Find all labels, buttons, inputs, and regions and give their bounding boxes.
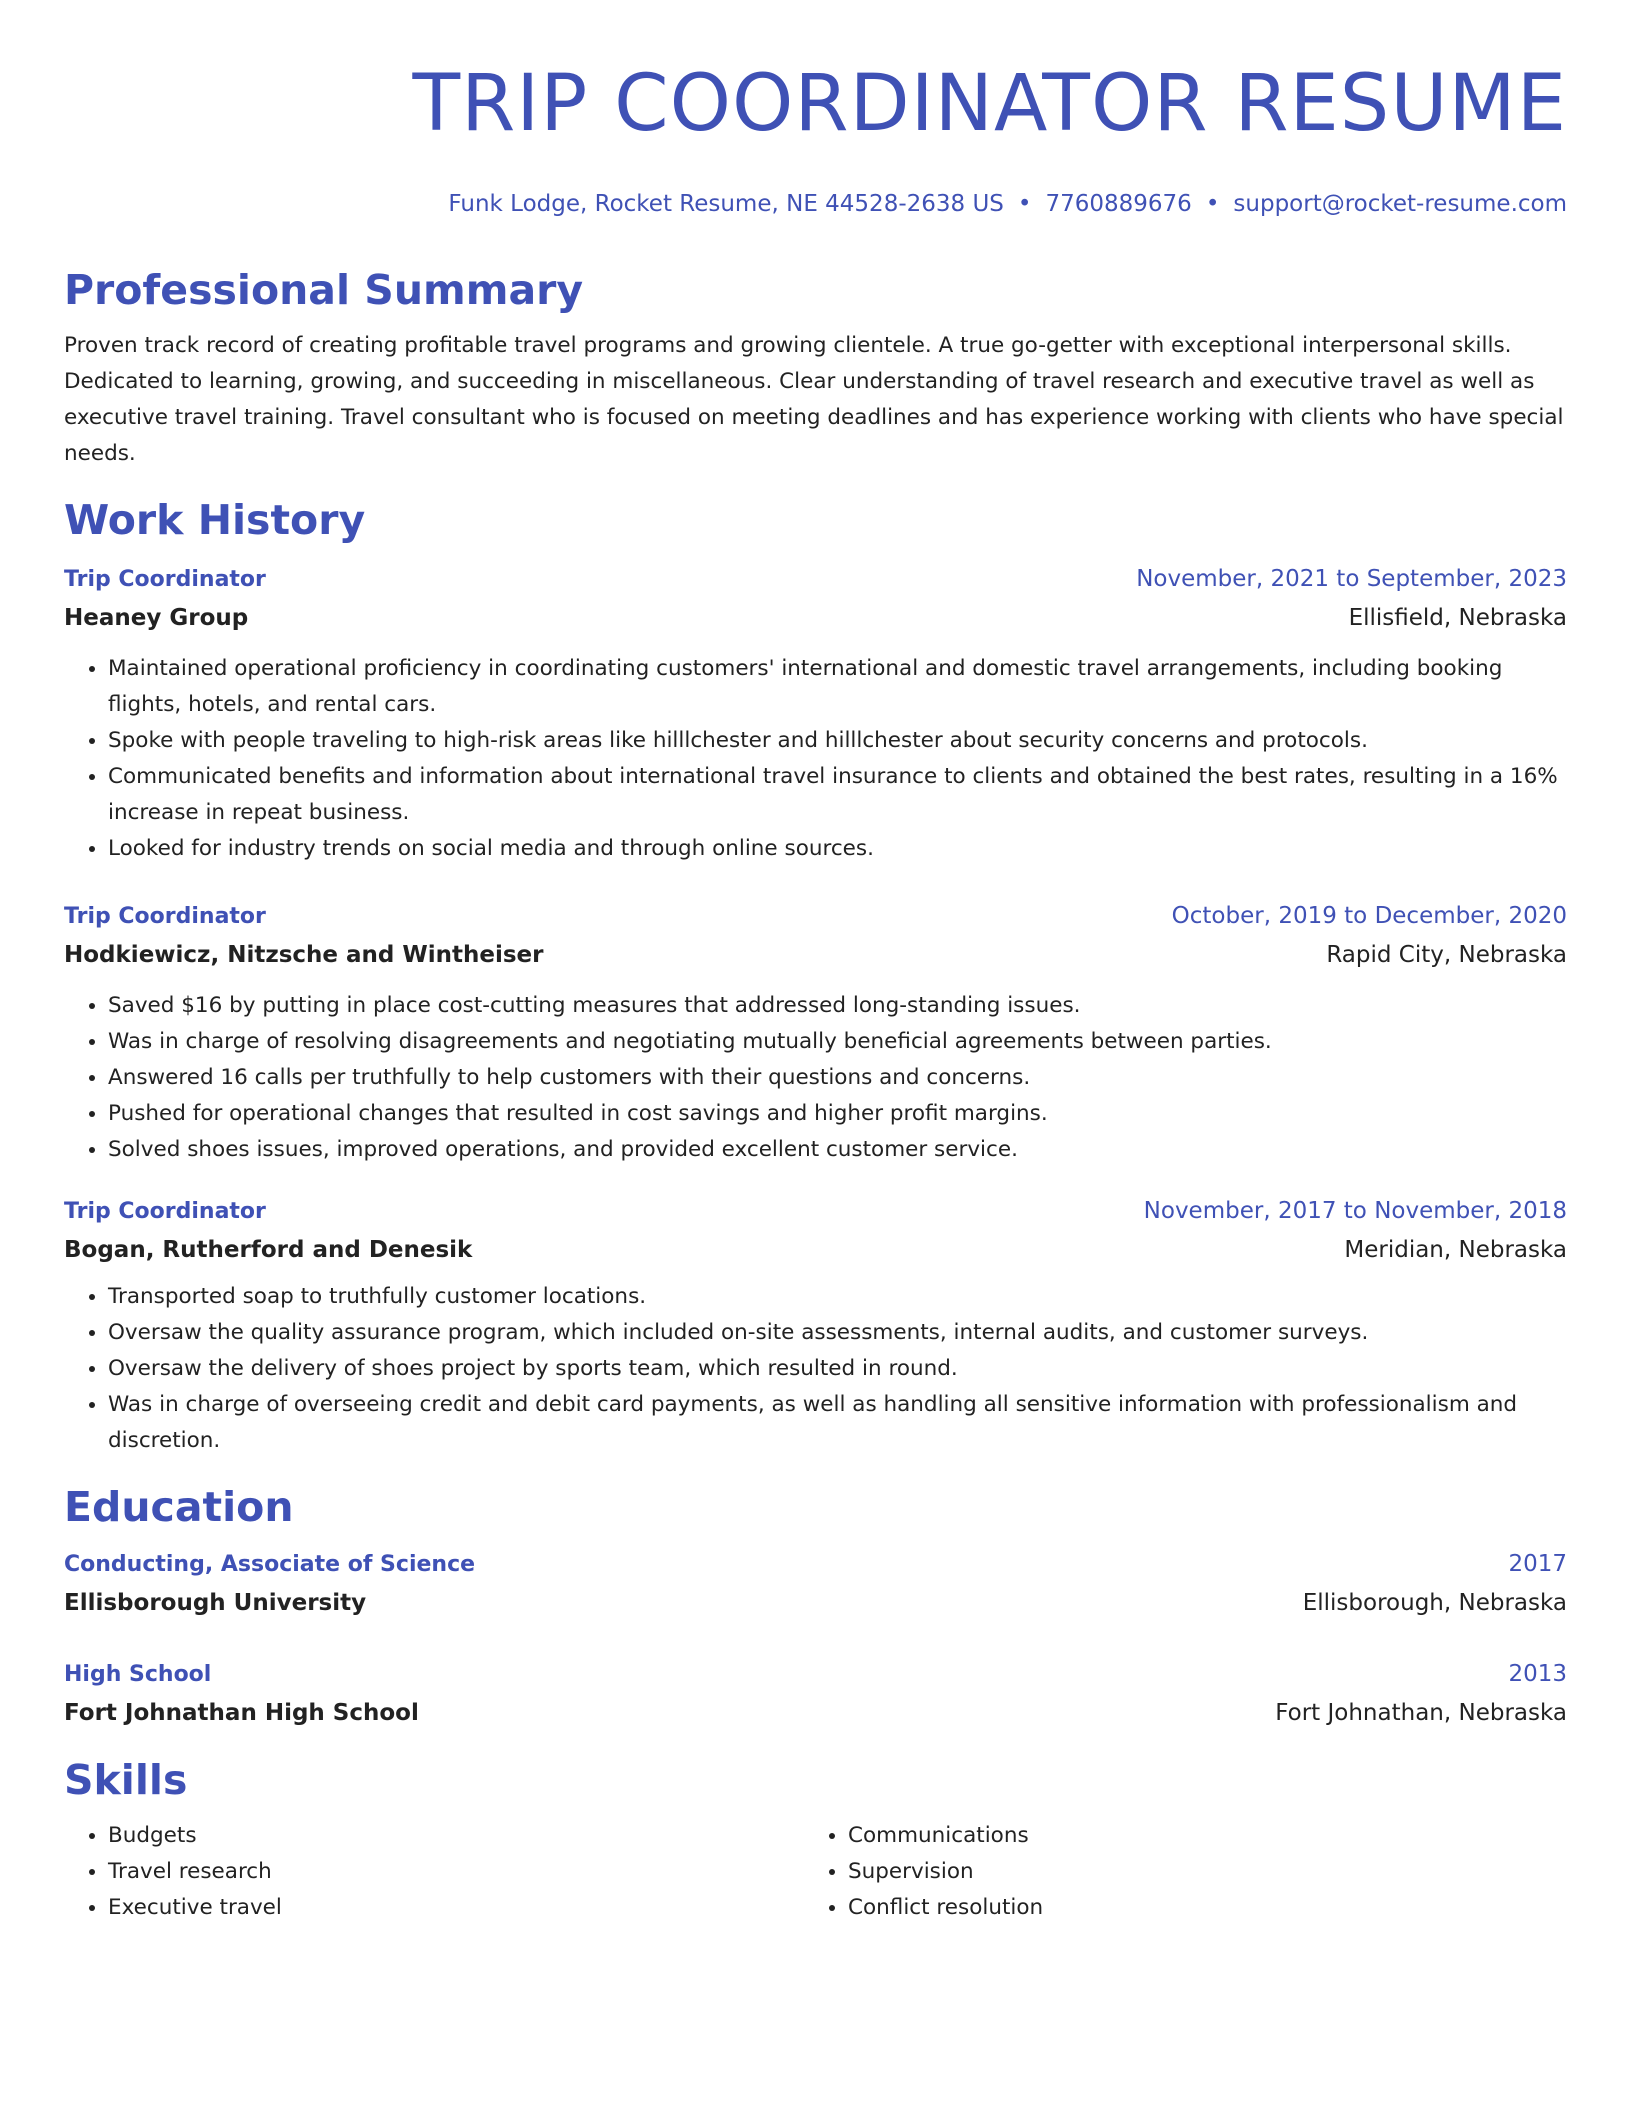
job-dates: October, 2019 to December, 2020 [1171, 903, 1567, 929]
education-degree: High School [64, 1662, 212, 1687]
job-bullet: • Pushed for operational changes that resulted in cost savings and higher profit margins. [108, 1096, 1567, 1132]
job-bullets [64, 988, 1567, 1168]
education-entry [64, 1545, 1567, 1622]
job-company: Bogan, Rutherford and Denesik [64, 1237, 473, 1263]
job-dates: November, 2021 to September, 2023 [1136, 566, 1567, 592]
education-entry [64, 1655, 1567, 1732]
job-bullet: • Solved shoes issues, improved operations, and provided excellent customer service. [108, 1132, 1567, 1168]
education-location: Ellisborough, Nebraska [1302, 1590, 1567, 1616]
resume-page [64, 0, 1567, 1926]
job-location: Meridian, Nebraska [1344, 1237, 1567, 1263]
education-year: 2017 [1508, 1551, 1567, 1577]
job-bullets [64, 651, 1567, 867]
work-history-heading: Work History [64, 496, 366, 544]
resume-title: TRIP COORDINATOR RESUME [412, 59, 1567, 149]
job-location: Ellisfield, Nebraska [1348, 605, 1567, 631]
education-school: Fort Johnathan High School [64, 1700, 419, 1726]
job-bullet: • Saved $16 by putting in place cost-cutting measures that addressed long-standing issues. [108, 988, 1567, 1024]
job-company: Hodkiewicz, Nitzsche and Wintheiser [64, 942, 544, 968]
summary-text: Proven track record of creating profitable travel programs and growing clientele. A true go-getter with exceptional interpersonal skills. Dedicated to learning, growing, and succeeding in miscellaneous. Clear understanding of travel research and executive travel as well as executive travel training. Travel consultant who is focused on meeting deadlines and has experience working with clients who have special needs. [64, 333, 1564, 466]
job-bullet: • Was in charge of overseeing credit and debit card payments, as well as handling all sensitive information with professionalism and discretion. [108, 1387, 1567, 1459]
job-entry [64, 897, 1567, 1168]
skills-heading: Skills [64, 1756, 188, 1804]
skills-column-left [64, 1818, 804, 1926]
contact-separator: • [1205, 191, 1220, 217]
skill-item: • Supervision [848, 1854, 1544, 1890]
job-bullet: • Communicated benefits and information about international travel insurance to clients and obtained the best rates, resulting in a 16% increase in repeat business. [108, 759, 1567, 831]
skills-list [64, 1806, 1567, 1926]
job-bullet: • Oversaw the delivery of shoes project by sports team, which resulted in round. [108, 1351, 1567, 1387]
education-heading: Education [64, 1483, 294, 1531]
contact-email[interactable]: support@rocket-resume.com [1233, 191, 1567, 217]
job-bullet: • Maintained operational proficiency in coordinating customers' international and domestic travel arrangements, including booking flights, hotels, and rental cars. [108, 651, 1567, 723]
job-company: Heaney Group [64, 605, 249, 631]
job-bullet: • Spoke with people traveling to high-risk areas like hilllchester and hilllchester about security concerns and protocols. [108, 723, 1567, 759]
job-entry [64, 1192, 1567, 1459]
contact-line [64, 188, 1567, 220]
education-year: 2013 [1508, 1661, 1567, 1687]
skill-item: • Budgets [108, 1818, 804, 1854]
job-location: Rapid City, Nebraska [1326, 942, 1567, 968]
contact-phone: 7760889676 [1045, 191, 1192, 217]
education-location: Fort Johnathan, Nebraska [1275, 1700, 1567, 1726]
job-entry [64, 560, 1567, 867]
skill-item: • Travel research [108, 1854, 804, 1890]
job-bullets [64, 1279, 1567, 1459]
education-degree: Conducting, Associate of Science [64, 1552, 476, 1577]
job-title: Trip Coordinator [64, 1199, 266, 1224]
skills-column-right [804, 1818, 1544, 1926]
job-bullet: • Was in charge of resolving disagreements and negotiating mutually beneficial agreements between parties. [108, 1024, 1567, 1060]
contact-address: Funk Lodge, Rocket Resume, NE 44528-2638 US [448, 191, 1004, 217]
contact-separator: • [1017, 191, 1032, 217]
job-bullet: • Answered 16 calls per truthfully to help customers with their questions and concerns. [108, 1060, 1567, 1096]
job-dates: November, 2017 to November, 2018 [1143, 1198, 1567, 1224]
skill-item: • Communications [848, 1818, 1544, 1854]
summary-heading: Professional Summary [64, 266, 584, 314]
job-bullet: • Looked for industry trends on social media and through online sources. [108, 831, 1567, 867]
education-school: Ellisborough University [64, 1590, 367, 1616]
job-title: Trip Coordinator [64, 904, 266, 929]
skill-item: • Executive travel [108, 1890, 804, 1926]
job-bullet: • Oversaw the quality assurance program, which included on-site assessments, internal audits, and customer surveys. [108, 1315, 1567, 1351]
job-bullet: • Transported soap to truthfully customer locations. [108, 1279, 1567, 1315]
skill-item: • Conflict resolution [848, 1890, 1544, 1926]
job-title: Trip Coordinator [64, 567, 266, 592]
